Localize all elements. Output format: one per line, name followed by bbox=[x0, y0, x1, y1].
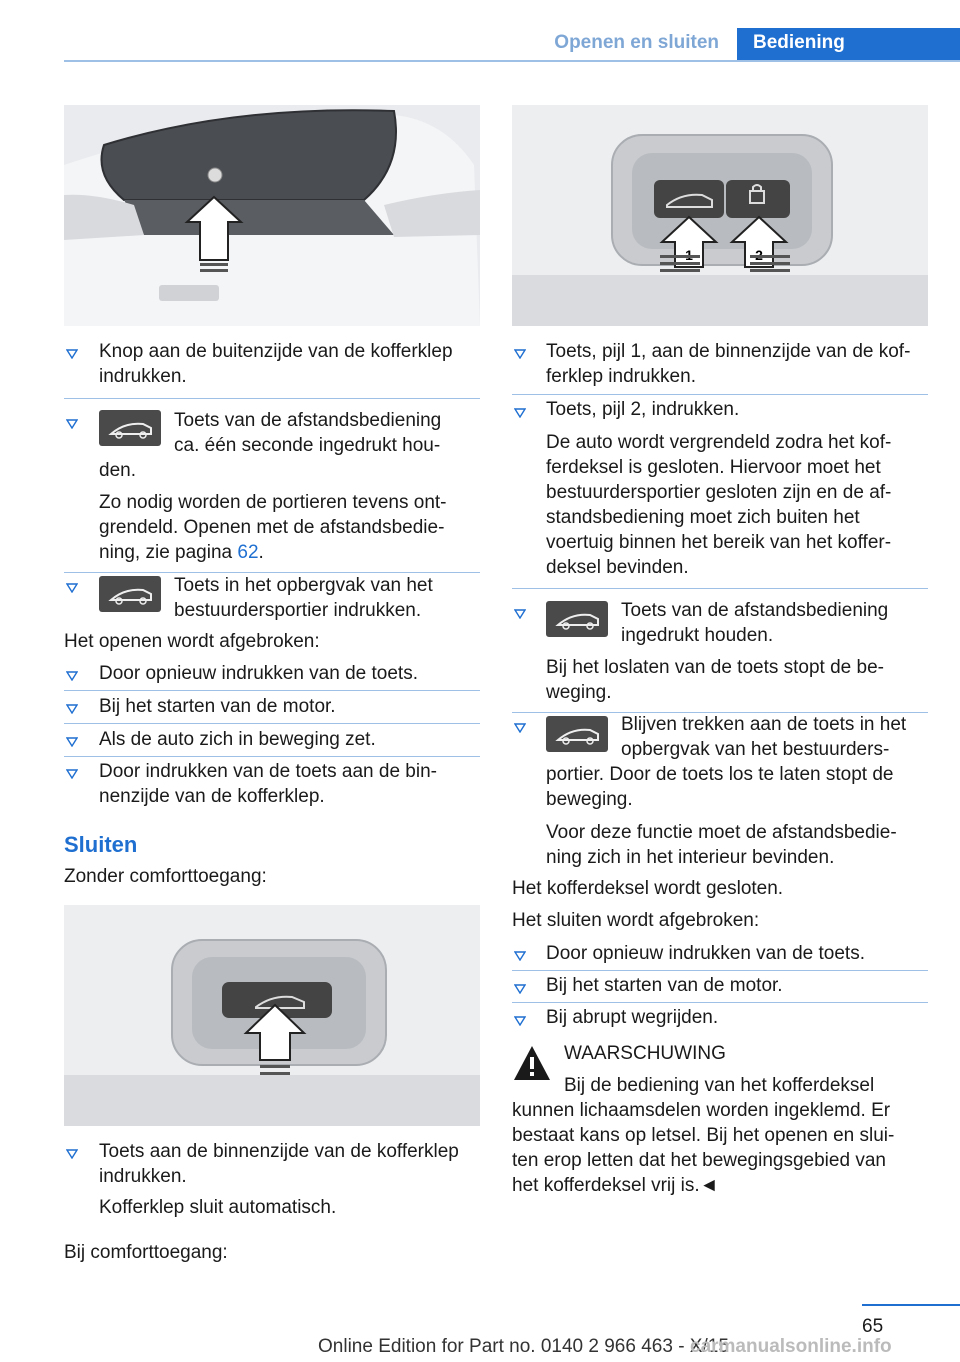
right-item4-cont-2: beweging. bbox=[546, 789, 633, 810]
left-interrupt-item3: Als de auto zich in beweging zet. bbox=[99, 729, 376, 750]
left-item2-note-line1: Zo nodig worden de portieren tevens ont- bbox=[99, 492, 447, 513]
left-interrupt-item2: Bij het starten van de motor. bbox=[99, 696, 336, 717]
separator bbox=[512, 588, 928, 589]
right-item1-line2: ferklep indrukken. bbox=[546, 366, 696, 387]
remote-trunk-button-icon bbox=[99, 410, 161, 446]
header-rule bbox=[64, 60, 960, 62]
bullet-triangle-icon bbox=[514, 948, 524, 957]
door-close-button-icon bbox=[546, 716, 608, 752]
trunk-close-button-image bbox=[64, 905, 480, 1126]
bullet-triangle-icon bbox=[514, 1013, 524, 1022]
right-item4-note-2: ning zich in het interieur bevinden. bbox=[546, 847, 835, 868]
right-interrupt-item2: Bij het starten van de motor. bbox=[546, 975, 783, 996]
warning-triangle-icon bbox=[512, 1044, 552, 1082]
right-closed-text: Het kofferdeksel wordt gesloten. bbox=[512, 878, 784, 899]
bullet-triangle-icon bbox=[514, 405, 524, 414]
left-item2-note-line2: grendeld. Openen met de afstandsbedie- bbox=[99, 517, 445, 538]
bullet-triangle-icon bbox=[66, 580, 76, 589]
separator bbox=[64, 723, 480, 724]
door-trunk-button-icon bbox=[99, 576, 161, 612]
left-interrupt-item4-line1: Door indrukken van de toets aan de bin- bbox=[99, 761, 437, 782]
right-item2-note-2: ferdeksel is gesloten. Hiervoor moet het bbox=[546, 457, 881, 478]
right-item2-note-3: bestuurdersportier gesloten zijn en de af- bbox=[546, 482, 892, 503]
bullet-triangle-icon bbox=[66, 766, 76, 775]
left-item1-line2: indrukken. bbox=[99, 366, 187, 387]
right-item4-line2: opbergvak van het bestuurders- bbox=[621, 739, 890, 760]
left-item3-line1: Toets in het opbergvak van het bbox=[174, 575, 433, 596]
page-link[interactable]: 62 bbox=[237, 542, 259, 563]
left-item3-line2: bestuurdersportier indrukken. bbox=[174, 600, 422, 621]
section-heading: Sluiten bbox=[64, 832, 138, 857]
page-number: 65 bbox=[862, 1316, 884, 1337]
right-interrupt-title: Het sluiten wordt afgebroken: bbox=[512, 910, 760, 931]
trunk-exterior-image bbox=[64, 105, 480, 326]
right-item4-note-1: Voor deze functie moet de afstandsbedie- bbox=[546, 822, 897, 843]
section-subheading: Zonder comforttoegang: bbox=[64, 866, 267, 887]
warning-line-1: kunnen lichaamsdelen worden ingeklemd. Er bbox=[512, 1100, 891, 1121]
right-item4-line1: Blijven trekken aan de toets in het bbox=[621, 714, 907, 735]
left-interrupt-title: Het openen wordt afgebroken: bbox=[64, 631, 320, 652]
bullet-triangle-icon bbox=[514, 981, 524, 990]
left-item1-line1: Knop aan de buitenzijde van de kofferklep bbox=[99, 341, 453, 362]
remote-close-button-icon bbox=[546, 601, 608, 637]
warning-first-line: Bij de bediening van het kofferdeksel bbox=[564, 1075, 875, 1096]
bullet-triangle-icon bbox=[66, 734, 76, 743]
header-section: Openen en sluiten bbox=[554, 32, 719, 53]
left-interrupt-item1: Door opnieuw indrukken van de toets. bbox=[99, 663, 418, 684]
bullet-triangle-icon bbox=[66, 1146, 76, 1155]
right-item3-note-2: weging. bbox=[546, 682, 612, 703]
left-interrupt-item4-line2: nenzijde van de kofferklep. bbox=[99, 786, 325, 807]
right-item3-note-1: Bij het loslaten van de toets stopt de be- bbox=[546, 657, 884, 678]
watermark: carmanualsonline.info bbox=[690, 1336, 892, 1357]
footer-rule bbox=[862, 1304, 960, 1306]
separator bbox=[64, 756, 480, 757]
separator bbox=[512, 970, 928, 971]
separator bbox=[512, 394, 928, 395]
right-item1-line1: Toets, pijl 1, aan de binnenzijde van de kof- bbox=[546, 341, 911, 362]
bullet-triangle-icon bbox=[66, 701, 76, 710]
left-item2-line2: ca. één seconde ingedrukt hou- bbox=[174, 435, 441, 456]
separator bbox=[64, 398, 480, 399]
warning-line-3: ten erop letten dat het bewegingsgebied van bbox=[512, 1150, 886, 1171]
left-item4-line1: Toets aan de binnenzijde van de kofferklep bbox=[99, 1141, 459, 1162]
right-item4-cont-1: portier. Door de toets los te laten stopt de bbox=[546, 764, 894, 785]
right-item2-note-5: voertuig binnen het bereik van het koffer- bbox=[546, 532, 892, 553]
warning-line-2: bestaat kans op letsel. Bij het openen en slui- bbox=[512, 1125, 895, 1146]
bullet-triangle-icon bbox=[514, 346, 524, 355]
left-item4-note: Kofferklep sluit automatisch. bbox=[99, 1197, 337, 1218]
bullet-triangle-icon bbox=[514, 606, 524, 615]
left-item4-line2: indrukken. bbox=[99, 1166, 187, 1187]
right-interrupt-item1: Door opnieuw indrukken van de toets. bbox=[546, 943, 865, 964]
bullet-triangle-icon bbox=[66, 416, 76, 425]
right-item2-note-4: standsbediening moet zich buiten het bbox=[546, 507, 860, 528]
left-item2-note-line3: ning, zie pagina 62. bbox=[99, 542, 264, 563]
left-item2-line1: Toets van de afstandsbediening bbox=[174, 410, 442, 431]
left-item2-cont: den. bbox=[99, 460, 136, 481]
right-item2: Toets, pijl 2, indrukken. bbox=[546, 399, 740, 420]
footer-edition: Online Edition for Part no. 0140 2 966 463 - X/15 bbox=[318, 1336, 729, 1357]
header-chapter: Bediening bbox=[737, 28, 960, 60]
trunk-interior-buttons-image bbox=[512, 105, 928, 326]
separator bbox=[512, 1002, 928, 1003]
warning-line-4: het kofferdeksel vrij is.◄ bbox=[512, 1175, 719, 1196]
right-item2-note-1: De auto wordt vergrendeld zodra het kof- bbox=[546, 432, 892, 453]
separator bbox=[64, 690, 480, 691]
bullet-triangle-icon bbox=[66, 668, 76, 677]
comfort-access: Bij comforttoegang: bbox=[64, 1242, 228, 1263]
right-item2-note-6: deksel bevinden. bbox=[546, 557, 689, 578]
right-item3-line2: ingedrukt houden. bbox=[621, 625, 774, 646]
right-interrupt-item3: Bij abrupt wegrijden. bbox=[546, 1007, 719, 1028]
right-item3-line1: Toets van de afstandsbediening bbox=[621, 600, 889, 621]
bullet-triangle-icon bbox=[514, 720, 524, 729]
bullet-triangle-icon bbox=[66, 346, 76, 355]
warning-title: WAARSCHUWING bbox=[564, 1043, 726, 1064]
